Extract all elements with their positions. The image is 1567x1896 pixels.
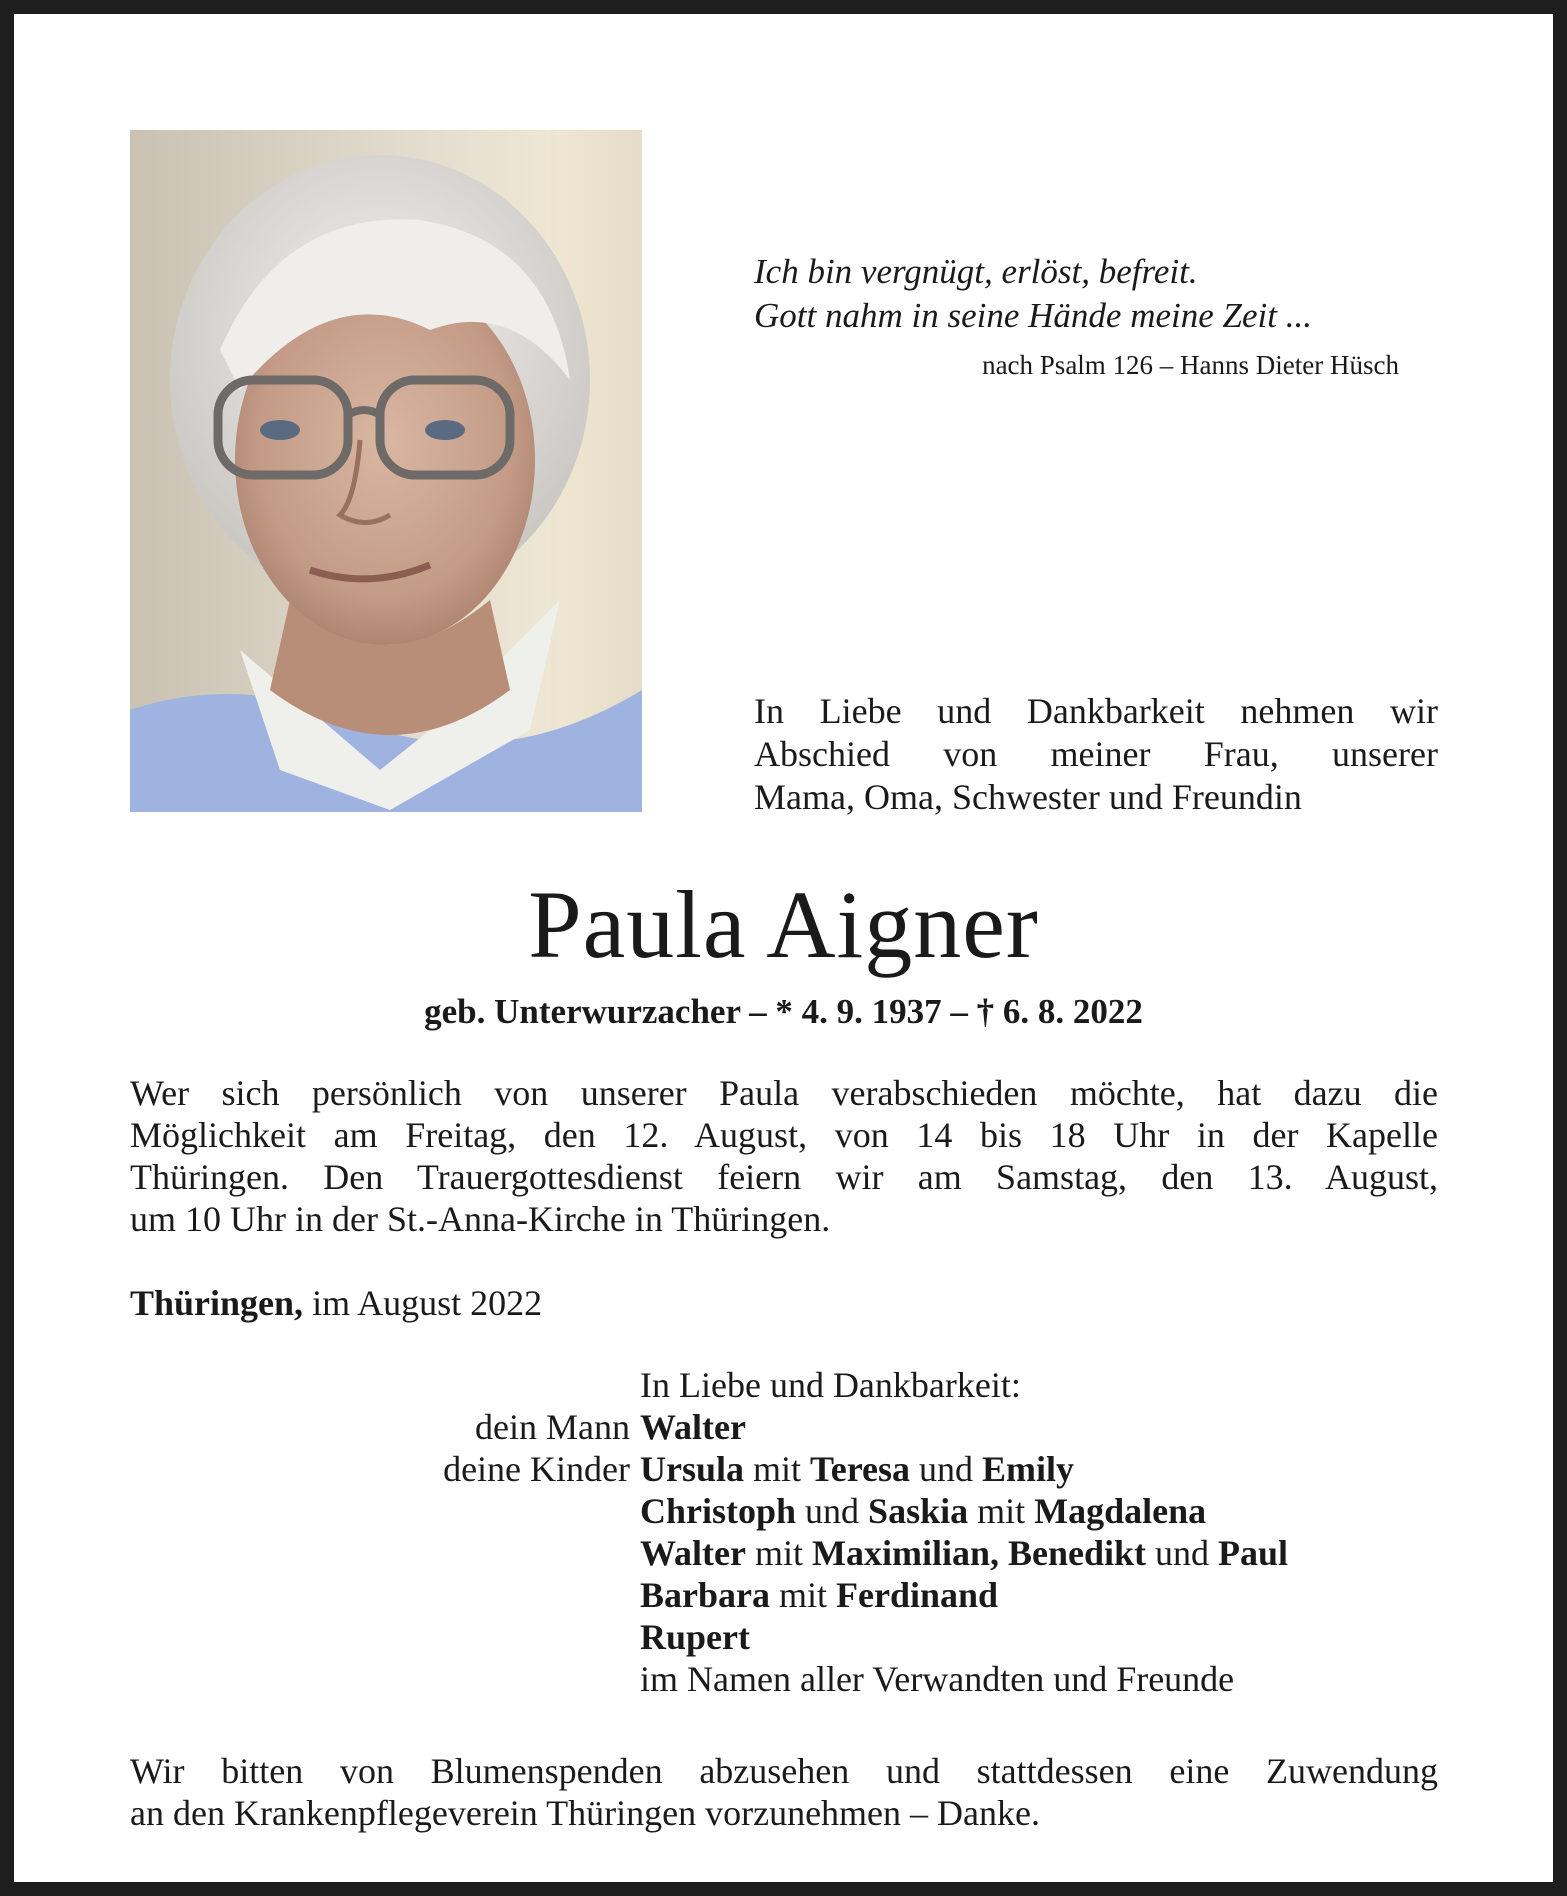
closing-text [130,1750,1438,1834]
mourner-connector: mit [770,1575,837,1615]
mourner-names [640,1406,1438,1448]
mourner-row [130,1490,1438,1532]
mourner-relation: dein Mann [475,1407,630,1447]
place-date [130,1282,930,1324]
intro-text [754,690,1438,819]
deceased-details: geb. Unterwurzacher – * 4. 9. 1937 – † 6. 8. 2022 [424,992,1143,1031]
mourner-connector: mit [745,1533,812,1573]
intro-line: Abschied von meiner Frau, unserer [754,734,1438,774]
mourner-relation [130,1532,640,1574]
mourner-relation [130,1574,640,1616]
mourner-relation: deine Kinder [443,1449,630,1489]
quote-line: Ich bin vergnügt, erlöst, befreit. [754,252,1198,291]
deceased-name: Paula Aigner [528,871,1039,978]
mourner-connector: und [910,1449,983,1489]
announcement-text [130,1072,1438,1240]
quote [754,250,1414,338]
mourner-name: Ursula [640,1449,745,1489]
announcement-line: Möglichkeit am Freitag, den 12. August, von 14 bis 18 Uhr in der Kapelle [130,1115,1438,1155]
announcement-line: um 10 Uhr in der St.-Anna-Kirche in Thüringen. [130,1199,831,1239]
mourner-name: Magdalena [1034,1491,1207,1531]
mourner-relation [130,1658,640,1700]
mourner-names [640,1658,1438,1700]
mourner-name: Saskia [868,1491,969,1531]
mourner-names [640,1532,1438,1574]
closing-line: Wir bitten von Blumenspenden abzusehen und stattdessen eine Zuwendung [130,1751,1438,1791]
intro-line: In Liebe und Dankbarkeit nehmen wir [754,691,1438,731]
mourner-relation [130,1490,640,1532]
mourner-relation [130,1616,640,1658]
intro-line: Mama, Oma, Schwester und Freundin [754,777,1302,817]
mourner-connector: und [1146,1533,1219,1573]
quote-line: Gott nahm in seine Hände meine Zeit ... [754,296,1312,335]
mourner-names [640,1616,1438,1658]
mourner-name: Emily [982,1449,1075,1489]
place-town: Thüringen, [130,1283,304,1323]
quote-source: nach Psalm 126 – Hanns Dieter Hüsch [982,350,1399,380]
mourner-row [130,1574,1438,1616]
mourner-connector: und [796,1491,869,1531]
mourner-name: Walter [640,1407,746,1447]
mourner-name: Rupert [640,1617,750,1657]
mourner-connector: im Namen aller Verwandten und Freunde [640,1659,1235,1699]
mourner-names [640,1448,1438,1490]
mourner-connector: mit [744,1449,811,1489]
closing-line: an den Krankenpflegeverein Thüringen vorzunehmen – Danke. [130,1793,1040,1833]
announcement-line: Thüringen. Den Trauergottesdienst feiern wir am Samstag, den 13. August, [130,1157,1438,1197]
mourner-name: Ferdinand [836,1575,999,1615]
portrait-photo [130,130,642,812]
announcement-line: Wer sich persönlich von unserer Paula verabschieden möchte, hat dazu die [130,1073,1438,1113]
mourner-row [130,1448,1438,1490]
mourner-name: Paul [1218,1533,1289,1573]
mourner-row [130,1658,1438,1700]
mourner-name: Walter [640,1533,746,1573]
mourner-name: Barbara [640,1575,770,1615]
mourner-row [130,1532,1438,1574]
mourner-name: Christoph [640,1491,797,1531]
mourners-list [130,1364,1438,1700]
mourner-names [640,1574,1438,1616]
mourners-header: In Liebe und Dankbarkeit: [640,1365,1021,1405]
mourner-row [130,1616,1438,1658]
mourner-names [640,1490,1438,1532]
mourners-header-row [130,1364,1438,1406]
mourner-row [130,1406,1438,1448]
mourner-name: Teresa [810,1449,911,1489]
portrait-illustration [130,130,642,812]
mourner-name: Maximilian, Benedikt [811,1533,1147,1573]
mourner-connector: mit [968,1491,1035,1531]
place-date-text: im August 2022 [303,1283,543,1323]
